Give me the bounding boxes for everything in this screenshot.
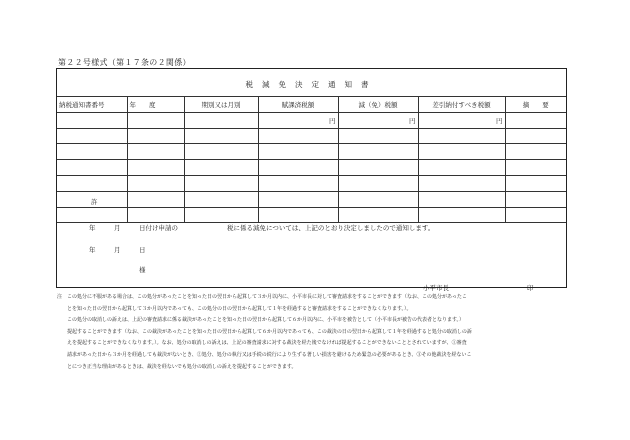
header-notice-number: 納税通知書番号 (57, 97, 127, 113)
tax-table (57, 96, 566, 223)
table-cell[interactable] (184, 207, 258, 223)
table-cell[interactable] (418, 191, 505, 207)
issue-month-label: 月 (114, 246, 121, 254)
legal-notes (57, 292, 577, 373)
addressee-suffix: 様 (139, 266, 146, 274)
form-number: 第２２号様式（第１７条の２関係） (58, 58, 191, 67)
table-cell[interactable] (338, 207, 418, 223)
table-cell[interactable] (505, 128, 566, 144)
note-line: とにつき正当な理由があるときは、裁決を経ないでも処分の取消しの訴えを提起することができます。 (67, 363, 297, 370)
header-remarks: 摘 要 (505, 97, 566, 113)
table-row (57, 160, 566, 176)
table-cell[interactable] (338, 160, 418, 176)
note-line: 注 この処分に不服がある場合は、この処分があったことを知った日の翌日から起算して３か月以内に、小平市長に対して審査請求をすることができます（なお、この処分があったこ (57, 294, 467, 300)
seal-mark: 印 (527, 284, 534, 292)
table-cell[interactable] (184, 175, 258, 191)
note-line: 提起することができます（なお、この裁決があったことを知った日の翌日から起算して６か月以内であっても、この裁決の日の翌日から起算して１年を経過すると処分の取消しの訴 (67, 328, 472, 335)
permit-label: 許 (91, 198, 98, 206)
table-header-row (57, 97, 566, 113)
notice-sentence: 税に係る減免については、上記のとおり決定しましたので通知します。 (227, 224, 435, 232)
table-row (57, 112, 566, 128)
table-cell[interactable] (338, 175, 418, 191)
table-cell[interactable] (184, 160, 258, 176)
table-cell[interactable] (338, 128, 418, 144)
table-cell[interactable] (418, 175, 505, 191)
issuer-name: 小平市長 (423, 284, 449, 292)
table-cell[interactable] (338, 191, 418, 207)
month-label: 月 (114, 224, 121, 232)
table-cell[interactable] (418, 128, 505, 144)
note-line: とを知った日の翌日から起算して３か月以内であっても、この処分の日の翌日から起算して１年を経過すると審査請求をすることができなくなります。）。 (67, 305, 412, 312)
table-cell[interactable] (184, 128, 258, 144)
table-row (57, 207, 566, 223)
table-cell[interactable] (184, 144, 258, 160)
issue-day-label: 日 (139, 246, 146, 254)
table-cell[interactable] (127, 175, 184, 191)
table-cell[interactable] (505, 175, 566, 191)
table-cell[interactable] (258, 128, 338, 144)
header-assessed-tax: 賦課済税額 (258, 97, 338, 113)
note-line: この処分の取消しの訴えは、上記の審査請求に係る裁決があったことを知った日の翌日から起算して６か月以内に、小平市を被告として（小平市長が被告の代表者となります。） (67, 317, 465, 324)
table-cell[interactable] (258, 191, 338, 207)
table-cell[interactable] (505, 112, 566, 128)
table-row (57, 191, 566, 207)
header-reduced-tax: 減（免）税額 (338, 97, 418, 113)
table-cell[interactable] (127, 191, 184, 207)
issue-year-label: 年 (89, 246, 96, 254)
document-title: 税減免決定通知書 (245, 80, 378, 89)
table-cell[interactable] (127, 160, 184, 176)
table-cell[interactable] (505, 191, 566, 207)
header-period: 期別又は月別 (184, 97, 258, 113)
table-cell[interactable] (184, 191, 258, 207)
table-row (57, 175, 566, 191)
table-cell[interactable] (505, 144, 566, 160)
year-label: 年 (89, 224, 96, 232)
table-cell[interactable] (418, 207, 505, 223)
table-row (57, 144, 566, 160)
note-line: えを提起することができなくなります。）。なお、処分の取消しの訴えは、上記の審査請求に対する裁決を経た後でなければ提起することができないこととされていますが、①審査 (67, 340, 467, 347)
note-line: 請求があった日から３か月を経過しても裁決がないとき、②処分、処分の執行又は手続の続行により生ずる著しい損害を避けるため緊急の必要があるとき、③その他裁決を経ないこ (67, 351, 472, 358)
table-cell[interactable] (258, 160, 338, 176)
table-cell[interactable] (57, 207, 127, 223)
table-cell[interactable] (505, 160, 566, 176)
table-cell[interactable] (258, 144, 338, 160)
table-cell[interactable] (258, 175, 338, 191)
yen-unit-cell[interactable]: 円 (418, 112, 505, 128)
date-applied-text: 日付け申請の (139, 224, 178, 232)
table-cell[interactable] (258, 207, 338, 223)
header-fiscal-year: 年 度 (127, 97, 184, 113)
table-cell[interactable] (338, 144, 418, 160)
yen-unit-cell[interactable]: 円 (338, 112, 418, 128)
table-cell[interactable] (127, 112, 184, 128)
table-cell[interactable] (184, 112, 258, 128)
table-cell[interactable] (418, 160, 505, 176)
table-cell[interactable] (127, 128, 184, 144)
header-net-tax: 差引納付すべき税額 (418, 97, 505, 113)
yen-unit-cell[interactable]: 円 (258, 112, 338, 128)
table-cell[interactable] (57, 160, 127, 176)
table-cell[interactable] (57, 175, 127, 191)
table-cell[interactable] (127, 207, 184, 223)
table-cell[interactable] (127, 144, 184, 160)
table-cell[interactable] (505, 207, 566, 223)
table-cell[interactable] (57, 144, 127, 160)
table-cell[interactable] (57, 112, 127, 128)
table-cell[interactable] (418, 144, 505, 160)
notice-frame (56, 68, 567, 292)
table-cell[interactable] (57, 128, 127, 144)
table-row (57, 128, 566, 144)
